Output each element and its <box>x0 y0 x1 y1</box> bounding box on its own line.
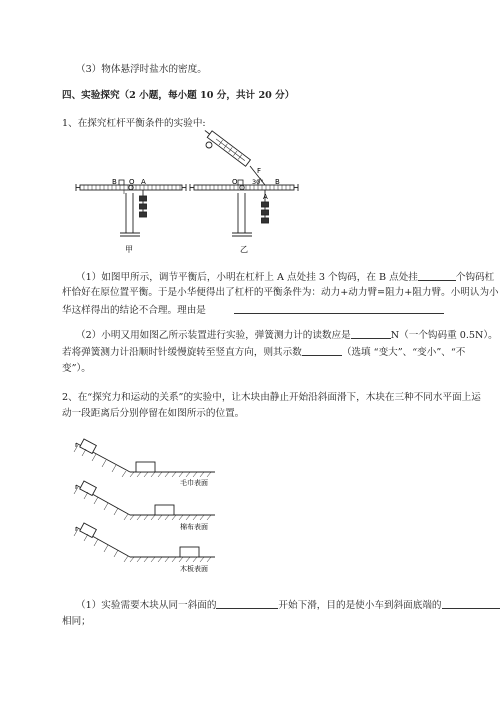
ground-hatch <box>130 472 134 477</box>
ground-hatch <box>207 515 211 520</box>
lever-left <box>76 184 186 236</box>
section-heading: 四、实验探究（2 小题，每小题 10 分，共计 20 分） <box>62 90 295 101</box>
label-right-angle: 30° <box>252 178 264 186</box>
ground-hatch <box>144 472 148 477</box>
answer-blank[interactable] <box>442 598 500 609</box>
label-right-o: O <box>232 178 238 186</box>
q1-part2-line1: （2）小明又用如图乙所示装置进行实验，弹簧测力计的读数应是 N（一个钩码重 0.5N）。 <box>76 330 498 341</box>
label-right-a: A <box>263 193 268 201</box>
caption-left: 甲 <box>125 245 133 254</box>
ground-hatch <box>186 557 190 562</box>
caption-right: 乙 <box>240 245 248 254</box>
surface-label-towel: 毛巾表面 <box>180 479 208 487</box>
ground-hatch <box>151 515 155 520</box>
ground-hatch <box>186 515 190 520</box>
ground-hatch <box>165 472 169 477</box>
ground-hatch <box>137 557 141 562</box>
q2-part1-line1: （1）实验需要木块从同一斜面的 开始下滑，目的是使小车到斜面底端的 <box>76 598 500 612</box>
ground-hatch <box>193 557 197 562</box>
q1-part1-line2: 杆恰好在原位置平衡。于是小华便得出了杠杆的平衡条件为：动力+动力臂=阻力+阻力臂。小明认为小 <box>62 287 499 298</box>
q2-part1-line2: 相同； <box>62 616 91 627</box>
ground-hatch <box>200 557 204 562</box>
lever-right <box>190 127 298 236</box>
ground-hatch <box>165 557 169 562</box>
ground-hatch <box>151 472 155 477</box>
ground-hatch <box>200 472 204 477</box>
q1-part2-line2: 若将弹簧测力计沿顺时针缓慢旋转至竖直方向，则其示数 （选填 “变大”、“变小”、“不 <box>62 347 466 358</box>
ground-hatch <box>207 557 211 562</box>
ground-hatch <box>144 515 148 520</box>
label-left-o: O <box>129 178 135 186</box>
q1-part2-line3: 变”）。 <box>62 363 91 374</box>
ground-hatch <box>137 515 141 520</box>
ground-hatch <box>172 472 176 477</box>
ground-hatch <box>186 472 190 477</box>
ground-hatch <box>172 515 176 520</box>
ground-hatch <box>158 472 162 477</box>
ground-hatch <box>200 515 204 520</box>
answer-blank[interactable] <box>351 328 391 339</box>
ground-hatch <box>193 472 197 477</box>
ground-hatch <box>179 557 183 562</box>
item-3-text: （3）物体悬浮时盐水的密度。 <box>76 64 207 75</box>
ground-hatch <box>144 557 148 562</box>
ground-hatch <box>193 515 197 520</box>
question-1-stem: 1、在探究杠杆平衡条件的实验中: <box>62 118 206 129</box>
ground-hatch <box>158 557 162 562</box>
label-right-f: F <box>257 167 262 175</box>
ground-hatch <box>207 472 211 477</box>
answer-blank[interactable] <box>234 303 444 314</box>
ground-hatch <box>158 515 162 520</box>
label-right-b: B <box>275 178 280 186</box>
surface-label-cotton: 棉布表面 <box>180 523 208 531</box>
ground-hatch <box>172 557 176 562</box>
lever-figure <box>0 0 500 260</box>
ramp-figure <box>0 425 500 585</box>
question-2-stem-line1: 2、在“探究力和运动的关系”的实验中，让木块由静止开始沿斜面滑下，木块在三种不同水平面上运 <box>62 392 481 403</box>
ground-hatch <box>130 515 134 520</box>
label-left-a: A <box>141 178 146 186</box>
surface-label-wood: 木板表面 <box>180 565 208 573</box>
question-2-stem-line2: 动一段距离后分别停留在如图所示的位置。 <box>62 408 245 419</box>
ground-hatch <box>179 472 183 477</box>
ground-hatch <box>165 515 169 520</box>
ground-hatch <box>137 472 141 477</box>
answer-blank[interactable] <box>418 270 456 281</box>
label-left-b: B <box>112 178 117 186</box>
ground-hatch <box>179 515 183 520</box>
ground-hatch <box>151 557 155 562</box>
ramp-towel <box>74 439 215 477</box>
q1-part1-line3: 华这样得出的结论不合理。理由是 <box>62 303 444 317</box>
answer-blank[interactable] <box>216 598 278 609</box>
ground-hatch <box>130 557 134 562</box>
q1-part1-line1: （1）如图甲所示，调节平衡后，小明在杠杆上 A 点处挂 3 个钩码，在 B 点处挂 个钩码杠 <box>76 272 495 283</box>
answer-blank[interactable] <box>302 345 342 356</box>
